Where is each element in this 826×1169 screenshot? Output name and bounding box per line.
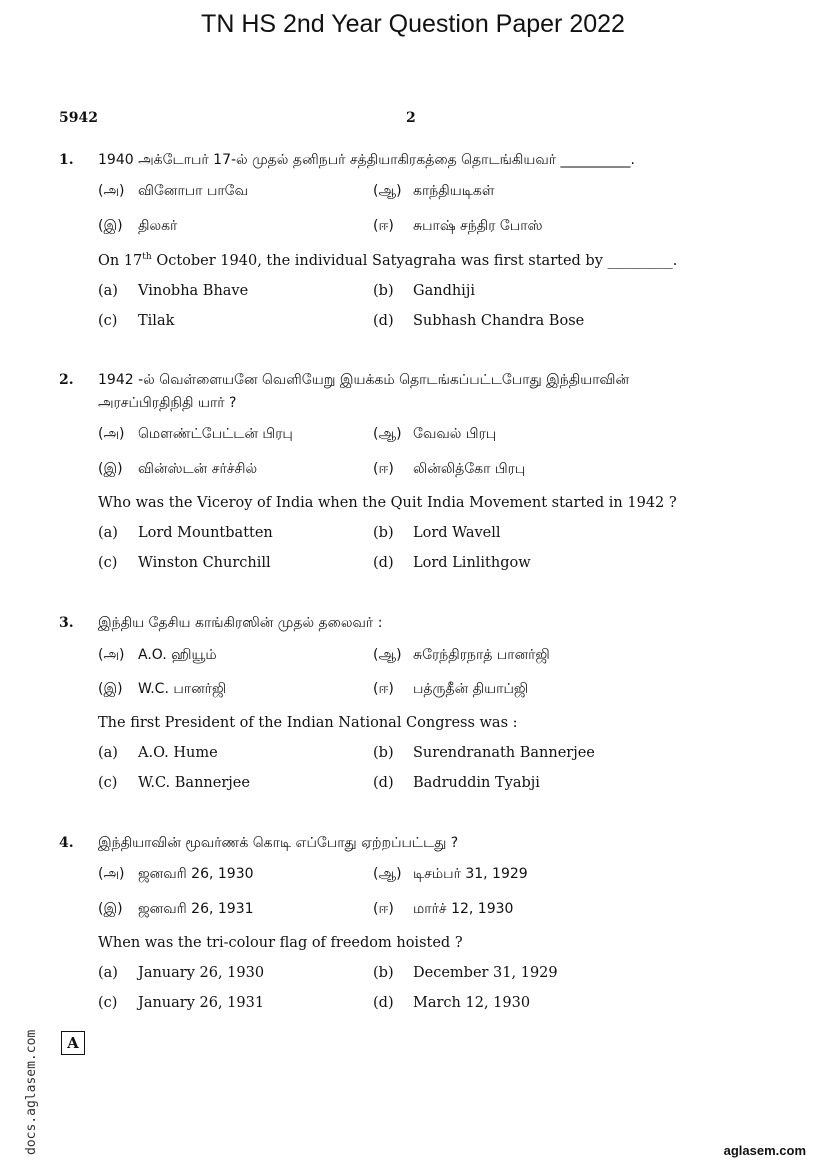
option-text: திலகர் <box>138 218 178 234</box>
option-text: Gandhiji <box>413 283 475 299</box>
option-text: Badruddin Tyabji <box>413 775 540 791</box>
tamil-option <box>373 461 525 479</box>
option-text: டிசம்பர் 31, 1929 <box>413 866 528 882</box>
option-label: (அ) <box>98 183 125 199</box>
option-text: மார்ச் 12, 1930 <box>413 901 514 917</box>
option-text: மௌண்ட்பேட்டன் பிரபு <box>138 426 293 442</box>
question-tamil-text: 1942 -ல் வெள்ளையனே வெளியேறு இயக்கம் தொடங்கப்பட்டபோது இந்தியாவின் <box>98 372 630 388</box>
tamil-option <box>373 218 543 236</box>
ordinal-superscript: th <box>142 252 152 262</box>
english-option <box>373 775 540 791</box>
english-option <box>98 995 264 1011</box>
english-option <box>98 555 271 571</box>
page-title: TN HS 2nd Year Question Paper 2022 <box>201 10 625 38</box>
tamil-option <box>373 866 528 884</box>
option-label: (b) <box>373 525 394 541</box>
tamil-option <box>98 461 257 479</box>
option-label: (d) <box>373 775 394 791</box>
english-option <box>373 995 530 1011</box>
option-text: Vinobha Bhave <box>138 283 249 299</box>
option-text: Winston Churchill <box>138 555 271 571</box>
question-english-text: Who was the Viceroy of India when the Quit India Movement started in 1942 ? <box>98 495 677 511</box>
tamil-option <box>98 866 254 884</box>
option-label: (a) <box>98 283 118 299</box>
option-label: (ஈ) <box>373 461 394 477</box>
tamil-option <box>373 901 513 919</box>
paper-code: 5942 <box>59 110 98 126</box>
english-option <box>373 555 531 571</box>
option-text: வின்ஸ்டன் சர்ச்சில் <box>138 461 258 477</box>
tamil-option <box>98 218 177 236</box>
english-option <box>98 313 174 329</box>
question-tamil-text: இந்தியாவின் மூவர்ணக் கொடி எப்போது ஏற்றப்பட்டது ? <box>98 835 459 851</box>
option-text: வினோபா பாவே <box>138 183 249 199</box>
option-text: பத்ருதீன் தியாப்ஜி <box>413 681 529 697</box>
option-text: Subhash Chandra Bose <box>413 313 585 329</box>
option-text: Lord Linlithgow <box>413 555 531 571</box>
option-label: (இ) <box>98 901 123 917</box>
page-number: 2 <box>406 110 416 126</box>
tamil-option <box>98 681 226 699</box>
question-tamil-text: இந்திய தேசிய காங்கிரஸின் முதல் தலைவர் : <box>98 615 383 631</box>
english-option <box>98 775 250 791</box>
option-label: (c) <box>98 775 118 791</box>
tamil-option <box>98 426 293 444</box>
english-option <box>98 283 248 299</box>
option-label: (a) <box>98 965 118 981</box>
option-label: (ஈ) <box>373 901 394 917</box>
option-label: (b) <box>373 745 394 761</box>
tamil-option <box>373 426 496 444</box>
option-text: Lord Wavell <box>413 525 501 541</box>
option-text: Lord Mountbatten <box>138 525 273 541</box>
option-text: W.C. பானர்ஜி <box>138 681 227 697</box>
option-label: (d) <box>373 313 394 329</box>
option-text: ஜனவரி 26, 1931 <box>138 901 254 917</box>
option-text: Surendranath Bannerjee <box>413 745 595 761</box>
option-label: (c) <box>98 555 118 571</box>
english-option <box>373 283 475 299</box>
question-tamil-text: 1940 அக்டோபர் 17-ல் முதல் தனிநபர் சத்தியாகிரகத்தை தொடங்கியவர் __________. <box>98 152 635 168</box>
english-option <box>373 525 501 541</box>
option-label: (ஆ) <box>373 866 402 882</box>
option-label: (இ) <box>98 218 123 234</box>
english-text-prefix: On 17 <box>98 252 143 269</box>
option-label: (ஈ) <box>373 681 394 697</box>
option-text: சுபாஷ் சந்திர போஸ் <box>413 218 543 234</box>
option-label: (b) <box>373 283 394 299</box>
option-label: (அ) <box>98 647 125 663</box>
option-label: (b) <box>373 965 394 981</box>
question-english-text: The first President of the Indian National Congress was : <box>98 715 518 731</box>
footer-site-name: aglasem.com <box>723 1143 806 1158</box>
question-number: 2. <box>59 372 74 388</box>
question-english-text: When was the tri-colour flag of freedom hoisted ? <box>98 935 463 951</box>
option-text: January 26, 1930 <box>138 965 265 981</box>
option-label: (a) <box>98 745 118 761</box>
option-label: (c) <box>98 995 118 1011</box>
option-label: (ஆ) <box>373 647 402 663</box>
option-text: January 26, 1931 <box>138 995 265 1011</box>
option-text: ஜனவரி 26, 1930 <box>138 866 254 882</box>
option-text: Tilak <box>138 313 175 329</box>
side-watermark-url: docs.aglasem.com <box>24 1029 39 1155</box>
english-option <box>373 313 584 329</box>
option-text: March 12, 1930 <box>413 995 531 1011</box>
tamil-option <box>373 681 528 699</box>
option-label: (d) <box>373 995 394 1011</box>
english-option <box>98 525 273 541</box>
option-text: December 31, 1929 <box>413 965 558 981</box>
option-label: (இ) <box>98 681 123 697</box>
option-label: (இ) <box>98 461 123 477</box>
tamil-option <box>373 183 494 201</box>
option-label: (ஆ) <box>373 426 402 442</box>
question-number: 4. <box>59 835 74 851</box>
option-label: (ஈ) <box>373 218 394 234</box>
option-label: (a) <box>98 525 118 541</box>
tamil-option <box>98 183 248 201</box>
english-option <box>98 745 218 761</box>
option-text: சுரேந்திரநாத் பானர்ஜி <box>413 647 550 663</box>
option-text: காந்தியடிகள் <box>413 183 495 199</box>
question-number: 1. <box>59 152 74 168</box>
english-option <box>98 965 264 981</box>
option-text: A.O. ஹியூம் <box>138 647 217 663</box>
question-tamil-text-cont: அரசப்பிரதிநிதி யார் ? <box>98 395 237 411</box>
option-label: (d) <box>373 555 394 571</box>
tamil-option <box>98 647 217 665</box>
english-option <box>373 965 558 981</box>
english-text-suffix: October 1940, the individual Satyagraha was first started by _________. <box>151 252 678 269</box>
option-text: W.C. Bannerjee <box>138 775 250 791</box>
version-box: A <box>61 1031 85 1055</box>
question-number: 3. <box>59 615 74 631</box>
option-text: லின்லித்கோ பிரபு <box>413 461 526 477</box>
question-english-text <box>98 252 677 269</box>
option-text: வேவல் பிரபு <box>413 426 497 442</box>
option-label: (ஆ) <box>373 183 402 199</box>
english-option <box>373 745 595 761</box>
option-text: A.O. Hume <box>138 745 218 761</box>
tamil-option <box>98 901 254 919</box>
option-label: (c) <box>98 313 118 329</box>
option-label: (அ) <box>98 426 125 442</box>
option-label: (அ) <box>98 866 125 882</box>
tamil-option <box>373 647 550 665</box>
